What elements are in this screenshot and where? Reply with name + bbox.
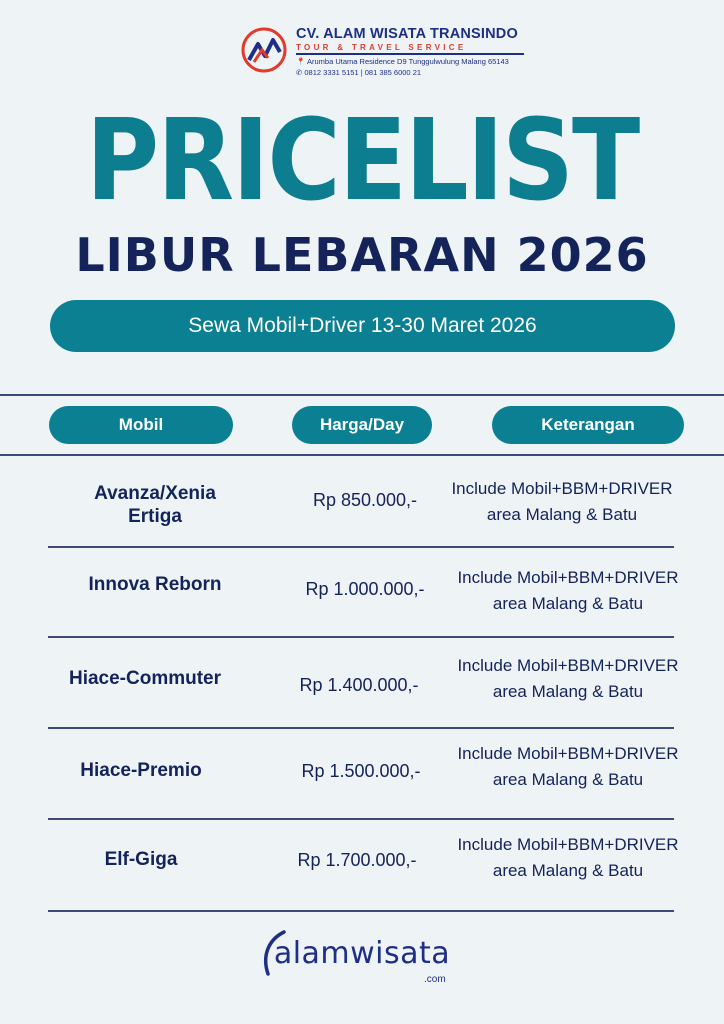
company-logo-icon [240,26,288,74]
row-separator [48,910,674,912]
row-keterangan [436,832,700,884]
row-ket-line-1: Include Mobil+BBM+DRIVER [451,479,673,498]
row-separator [48,546,674,548]
company-phone [296,68,421,77]
header-divider [296,53,524,55]
row-keterangan [436,565,700,617]
footer-brand [0,936,724,971]
row-mobil [30,667,260,690]
row-ket-line-2: area Malang & Batu [492,594,644,613]
company-address [296,57,509,66]
page-title: PRICELIST [85,94,639,226]
row-ket-line-2: area Malang & Batu [492,682,644,701]
row-separator [48,818,674,820]
brand-name: alamwisata [273,936,451,971]
column-header-keterangan-label: Keterangan [541,415,635,434]
banner-text: Sewa Mobil+Driver 13-30 Maret 2026 [188,314,537,337]
row-keterangan [436,741,700,793]
whatsapp-icon: ✆ [296,68,303,77]
row-mobil [26,848,256,871]
company-tagline: TOUR & TRAVEL SERVICE [296,43,467,52]
brand-logo [274,936,450,971]
page-subtitle: LIBUR LEBARAN 2026 [75,228,649,282]
row-mobil-line-1: Elf-Giga [104,849,178,870]
row-harga: Rp 1.500.000,- [301,761,421,781]
row-mobil-line-1: Avanza/Xenia [94,483,216,504]
table-header-rule [0,454,724,456]
address-text: Arumba Utama Residence D9 Tunggulwulung Malang 65143 [307,57,509,66]
row-ket-line-2: area Malang & Batu [492,770,644,789]
row-mobil-line-1: Hiace-Premio [80,760,202,781]
row-ket-line-2: area Malang & Batu [486,505,638,524]
row-ket-line-1: Include Mobil+BBM+DRIVER [457,656,679,675]
column-header-keterangan [492,406,684,444]
column-header-mobil-label: Mobil [118,415,164,434]
row-ket-line-1: Include Mobil+BBM+DRIVER [457,835,679,854]
row-mobil [40,573,270,596]
row-harga: Rp 850.000,- [312,490,418,510]
row-mobil [40,482,270,528]
row-harga: Rp 1.000.000,- [305,579,425,599]
company-header [240,24,540,84]
row-ket-line-1: Include Mobil+BBM+DRIVER [457,568,679,587]
row-ket-line-1: Include Mobil+BBM+DRIVER [457,744,679,763]
row-mobil-line-1: Innova Reborn [88,574,222,595]
row-ket-line-2: area Malang & Batu [492,861,644,880]
phone-text: 0812 3331 5151 | 081 385 6000 21 [304,68,422,77]
brand-swoosh-icon [258,930,288,976]
row-separator [48,727,674,729]
row-mobil-line-1: Hiace-Commuter [68,668,222,689]
column-header-harga-label: Harga/Day [319,415,405,434]
location-pin-icon: 📍 [296,57,306,66]
rental-period-banner [50,300,675,352]
row-harga: Rp 1.400.000,- [299,675,419,695]
table-top-rule [0,394,724,396]
row-mobil [26,759,256,782]
column-header-harga [292,406,432,444]
row-harga: Rp 1.700.000,- [297,850,417,870]
row-separator [48,636,674,638]
company-name: CV. ALAM WISATA TRANSINDO [296,26,518,42]
column-header-mobil [49,406,233,444]
brand-domain: .com [424,974,446,985]
row-keterangan [436,653,700,705]
row-mobil-line-2: Ertiga [128,506,182,527]
row-keterangan [430,476,694,528]
